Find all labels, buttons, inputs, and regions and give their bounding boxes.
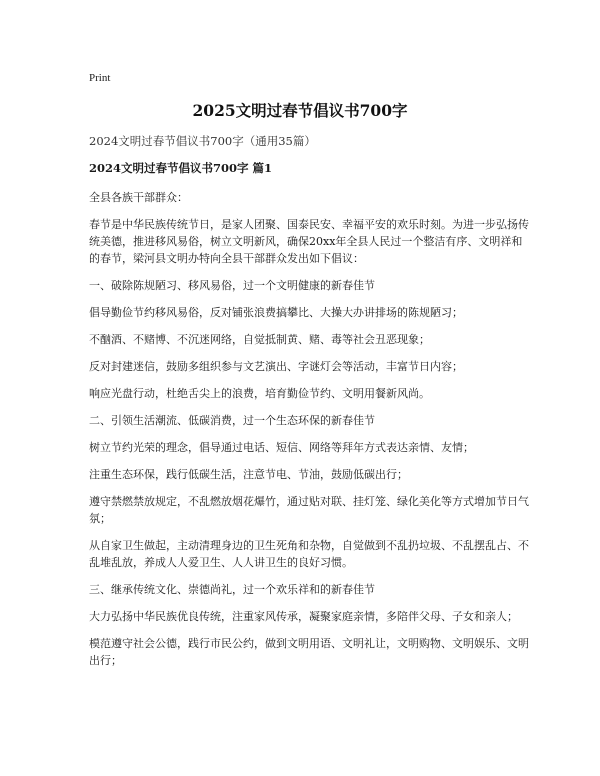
document-subtitle: 2024文明过春节倡议书700字（通用35篇）: [89, 134, 316, 148]
paragraph: 从自家卫生做起，主动清理身边的卫生死角和杂物，自觉做到不乱扔垃圾、不乱摆乱占、不乱堆乱放，养成人人爱卫生、人人讲卫生的良好习惯。: [89, 539, 529, 569]
section-heading: 2024文明过春节倡议书700字 篇1: [89, 161, 273, 175]
paragraph-salutation: 全县各族干部群众：: [89, 191, 188, 204]
paragraph: 倡导勤俭节约移风易俗，反对铺张浪费搞攀比、大操大办讲排场的陈规陋习；: [89, 306, 463, 319]
paragraph: 遵守禁燃禁放规定，不乱燃放烟花爆竹，通过贴对联、挂灯笼、绿化美化等方式增加节日气氛；: [89, 495, 529, 525]
document-body: [89, 160, 529, 679]
paragraph-point-3-heading: 三、继承传统文化、崇德尚礼，过一个欢乐祥和的新春佳节: [89, 583, 375, 596]
paragraph-point-2-heading: 二、引领生活潮流、低碳消费，过一个生态环保的新春佳节: [89, 414, 375, 427]
print-label[interactable]: Print: [89, 72, 111, 84]
paragraph: 树立节约光荣的理念，倡导通过电话、短信、网络等拜年方式表达亲情、友情；: [89, 441, 474, 454]
document-title: 2025文明过春节倡议书700字: [192, 101, 408, 120]
paragraph-intro: 春节是中华民族传统节日，是家人团聚、国泰民安、幸福平安的欢乐时刻。为进一步弘扬传统美德，推进移风易俗，树立文明新风，确保20xx年全县人民过一个整洁有序、文明祥和的春节，梁河县文明办特向全县干部群众发出如下倡议：: [89, 218, 529, 265]
paragraph: 不酗酒、不赌博、不沉迷网络，自觉抵制黄、赌、毒等社会丑恶现象；: [89, 333, 430, 346]
paragraph: 反对封建迷信，鼓励多组织参与文艺演出、字谜灯会等活动，丰富节日内容；: [89, 360, 463, 373]
paragraph: 响应光盘行动，杜绝舌尖上的浪费，培育勤俭节约、文明用餐新风尚。: [89, 387, 430, 400]
paragraph: 模范遵守社会公德，践行市民公约，做到文明用语、文明礼让，文明购物、文明娱乐、文明出行；: [89, 637, 529, 667]
paragraph: 大力弘扬中华民族优良传统，注重家风传承，凝聚家庭亲情，多陪伴父母、子女和亲人；: [89, 610, 518, 623]
paragraph-point-1-heading: 一、破除陈规陋习、移风易俗，过一个文明健康的新春佳节: [89, 279, 375, 292]
paragraph: 注重生态环保，践行低碳生活，注意节电、节油，鼓励低碳出行；: [89, 468, 408, 481]
